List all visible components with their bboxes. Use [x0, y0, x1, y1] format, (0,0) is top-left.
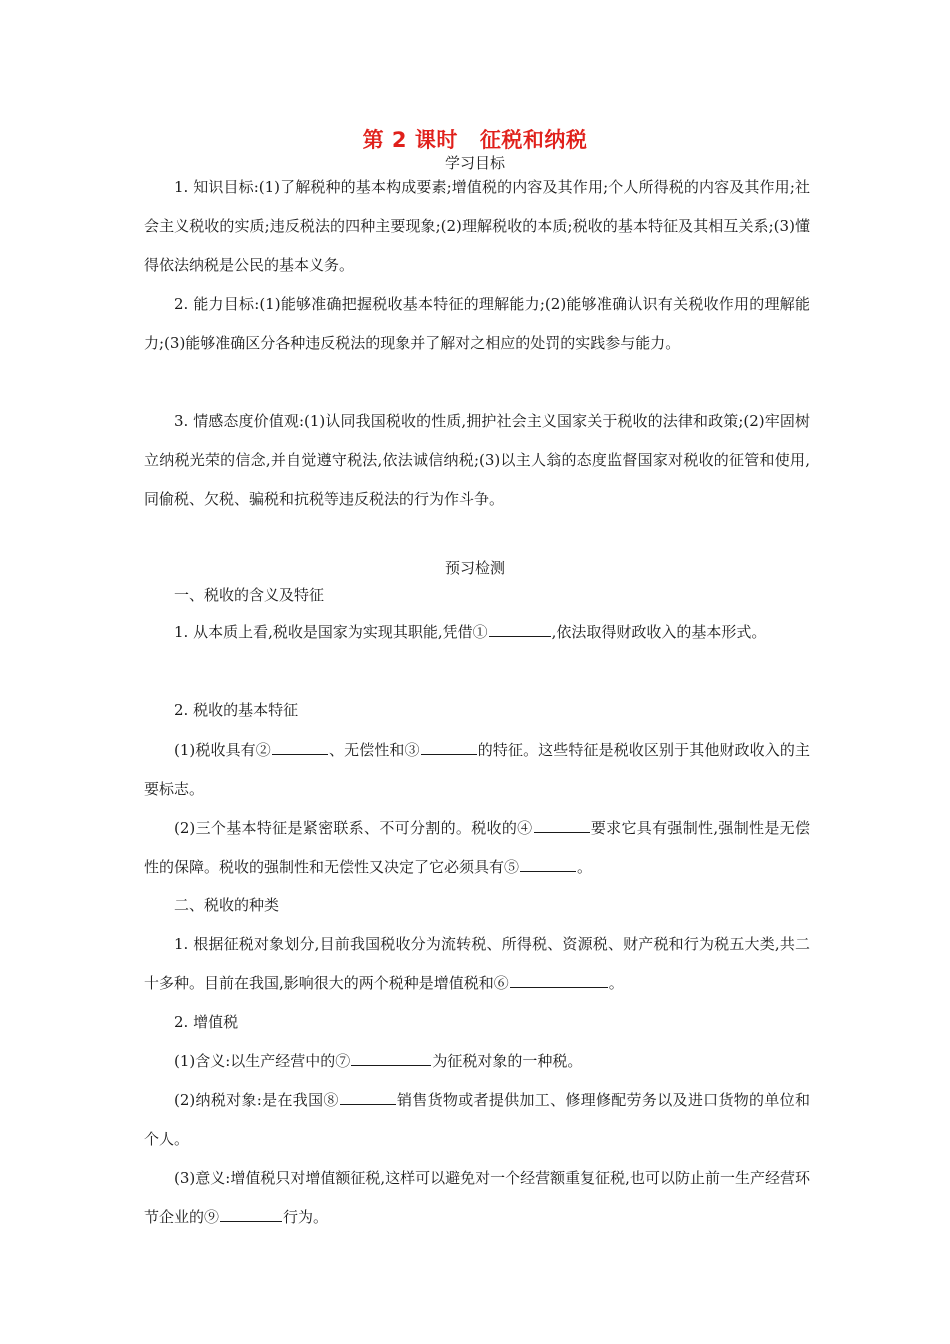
question-text: 为征税对象的一种税。	[432, 1052, 583, 1070]
goals-heading: 学习目标	[444, 154, 505, 172]
answer-blank-1[interactable]	[489, 621, 551, 637]
answer-blank-9[interactable]	[220, 1206, 282, 1222]
answer-blank-8[interactable]	[340, 1089, 396, 1105]
subsection-heading-features: 2. 税收的基本特征	[174, 701, 299, 719]
question-5	[144, 1042, 810, 1081]
question-text: 行为。	[283, 1208, 329, 1226]
question-7	[144, 1159, 810, 1237]
question-text: 销售货物或者提供加工、修理修配劳务以及进口货物的单位和个人。	[144, 1091, 810, 1148]
question-text: 要求它具有强制性,强制性是无偿性的保障。税收的强制性和无偿性又决定了它必须具有⑤	[144, 819, 810, 876]
preview-heading: 预习检测	[444, 559, 505, 577]
lesson-topic: 征税和纳税	[479, 128, 588, 152]
question-text: 1. 根据征税对象划分,目前我国税收分为流转税、所得税、资源税、财产税和行为税五大类,共二十多种。目前在我国,影响很大的两个税种是增值税和⑥	[144, 935, 810, 992]
question-text: 。	[577, 858, 593, 876]
question-4	[144, 925, 810, 1003]
lesson-number: 第 2 课时	[362, 128, 458, 152]
goal-knowledge: 1. 知识目标:(1)了解税种的基本构成要素;增值税的内容及其作用;个人所得税的内容及其作用;社会主义税收的实质;违反税法的四种主要现象;(2)理解税收的本质;税收的基本特征及其相互关系;(3)懂得依法纳税是公民的基本义务。	[144, 178, 810, 274]
answer-blank-7[interactable]	[351, 1050, 431, 1066]
goal-ability: 2. 能力目标:(1)能够准确把握税收基本特征的理解能力;(2)能够准确认识有关税收作用的理解能力;(3)能够准确区分各种违反税法的现象并了解对之相应的处罚的实践参与能力。	[144, 295, 810, 352]
section-heading-2: 二、税收的种类	[174, 896, 280, 914]
subsection-heading-vat: 2. 增值税	[174, 1013, 239, 1031]
question-text: (1)税收具有②	[174, 741, 271, 759]
question-text: 的特征。这些特征是税收区别于其他财政收入的主要标志。	[144, 741, 810, 798]
page-title	[0, 124, 950, 154]
goal-attitude: 3. 情感态度价值观:(1)认同我国税收的性质,拥护社会主义国家关于税收的法律和政策;(2)牢固树立纳税光荣的信念,并自觉遵守税法,依法诚信纳税;(3)以主人翁的态度监督国家对税收的征管和使用,同偷税、欠税、骗税和抗税等违反税法的行为作斗争。	[144, 412, 810, 508]
answer-blank-2[interactable]	[272, 739, 328, 755]
answer-blank-5[interactable]	[520, 856, 576, 872]
question-3	[144, 809, 810, 887]
question-text: 。	[608, 974, 624, 992]
question-text: 1. 从本质上看,税收是国家为实现其职能,凭借①	[174, 623, 488, 641]
question-text: (2)三个基本特征是紧密联系、不可分割的。税收的④	[174, 819, 533, 837]
question-1	[144, 613, 810, 652]
question-text: (2)纳税对象:是在我国⑧	[174, 1091, 339, 1109]
question-6	[144, 1081, 810, 1159]
answer-blank-3[interactable]	[421, 739, 477, 755]
question-text: ,依法取得财政收入的基本形式。	[551, 623, 767, 641]
question-text: (1)含义:以生产经营中的⑦	[174, 1052, 351, 1070]
question-text: 、无偿性和③	[328, 741, 420, 759]
answer-blank-4[interactable]	[534, 817, 590, 833]
section-heading-1: 一、税收的含义及特征	[174, 586, 325, 604]
question-text: (3)意义:增值税只对增值额征税,这样可以避免对一个经营额重复征税,也可以防止前一生产经营环节企业的⑨	[144, 1169, 810, 1226]
question-2	[144, 731, 810, 809]
answer-blank-6[interactable]	[510, 972, 608, 988]
